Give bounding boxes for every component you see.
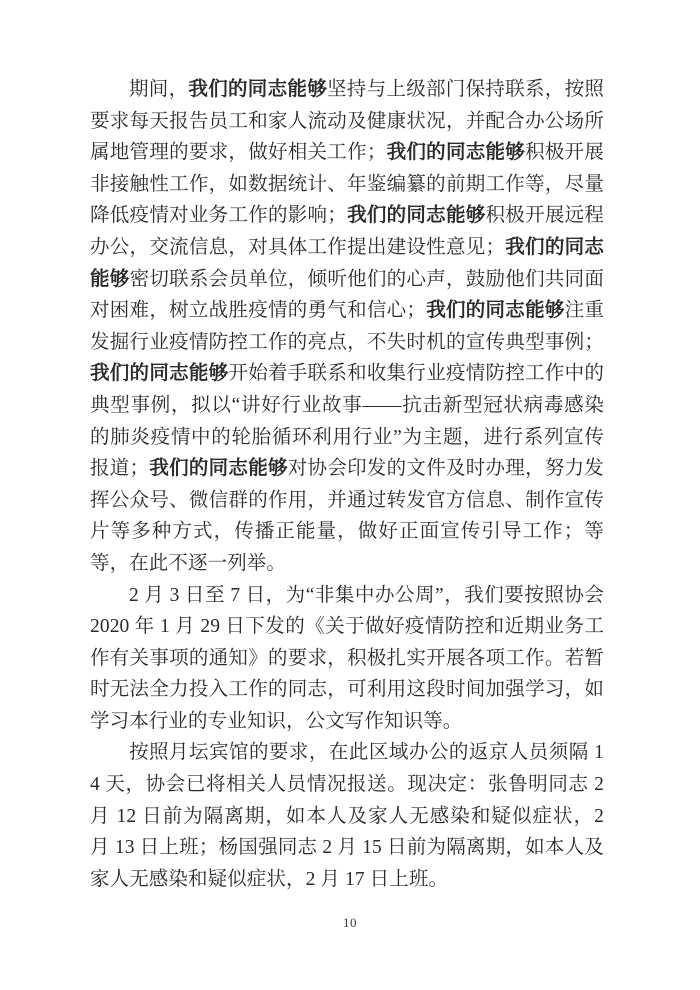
- emphasis-bold-text: 我们的同志能够: [426, 299, 565, 322]
- body-text: 密切联系会员单位，倾听他们的心声，鼓励他们共同面对困难，树立战胜疫情的勇气和信心；: [90, 268, 605, 322]
- emphasis-bold-text: 我们的同志能够: [188, 78, 327, 100]
- body-text: 期间，: [129, 79, 189, 100]
- body-text: 按照月坛宾馆的要求，在此区域办公的返京人员须隔 14 天，协会已将相关人员情况报送。现决定：张鲁明同志 2 月 12 日前为隔离期，如本人及家人无感染和疑似症状，2 月 13 日上班；杨国强同志 2 月 15 日前为隔离期，如本人及家人无感染和疑似症状，2 月 17 日上班。: [90, 742, 604, 890]
- body-text: 对协会印发的文件及时办理，努力发挥公众号、微信群的作用，并通过转发官方信息、制作宣传片等多种方式，传播正能量，做好正面宣传引导工作；等等，在此不逐一列举。: [90, 458, 604, 574]
- paragraph: [90, 74, 604, 580]
- body-text: 开始着手联系和收集行业疫情防控工作中的典型事例，拟以“讲好行业故事——抗击新型冠状病毒感染的肺炎疫情中的轮胎循环利用行业”为主题，进行系列宣传报道；: [90, 363, 604, 480]
- body-text: 坚持与上级部门保持联系，按照要求每天报告员工和家人流动及健康状况，并配合办公场所属地管理的要求，做好相关工作；: [90, 79, 604, 164]
- paragraph: [90, 580, 604, 738]
- emphasis-bold-text: 我们的同志能够: [386, 141, 526, 164]
- body-text: 注重发掘行业疫情防控工作的亮点，不失时机的宣传典型事例；: [90, 300, 605, 353]
- emphasis-bold-text: 我们的同志能够: [90, 362, 229, 385]
- body-text: 2 月 3 日至 7 日，为“非集中办公周”，我们要按照协会 2020 年 1 月 29 日下发的《关于做好疫情防控和近期业务工作有关事项的通知》的要求，积极扎实开展各项工作。若暂时无法全力投入工作的同志，可利用这段时间加强学习，如学习本行业的专业知识，公文写作知识等。: [90, 584, 604, 732]
- emphasis-bold-text: 我们的同志能够: [346, 204, 486, 227]
- body-text: 积极开展非接触性工作，如数据统计、年鉴编纂的前期工作等，尽量降低疫情对业务工作的影响；: [90, 142, 604, 227]
- document-body: [90, 74, 604, 895]
- body-text: 积极开展远程办公，交流信息，对具体工作提出建设性意见；: [90, 205, 604, 258]
- emphasis-bold-text: 我们的同志能够: [90, 235, 604, 290]
- paragraph: [90, 737, 604, 895]
- emphasis-bold-text: 我们的同志能够: [149, 457, 288, 480]
- page-number: 10: [343, 915, 357, 930]
